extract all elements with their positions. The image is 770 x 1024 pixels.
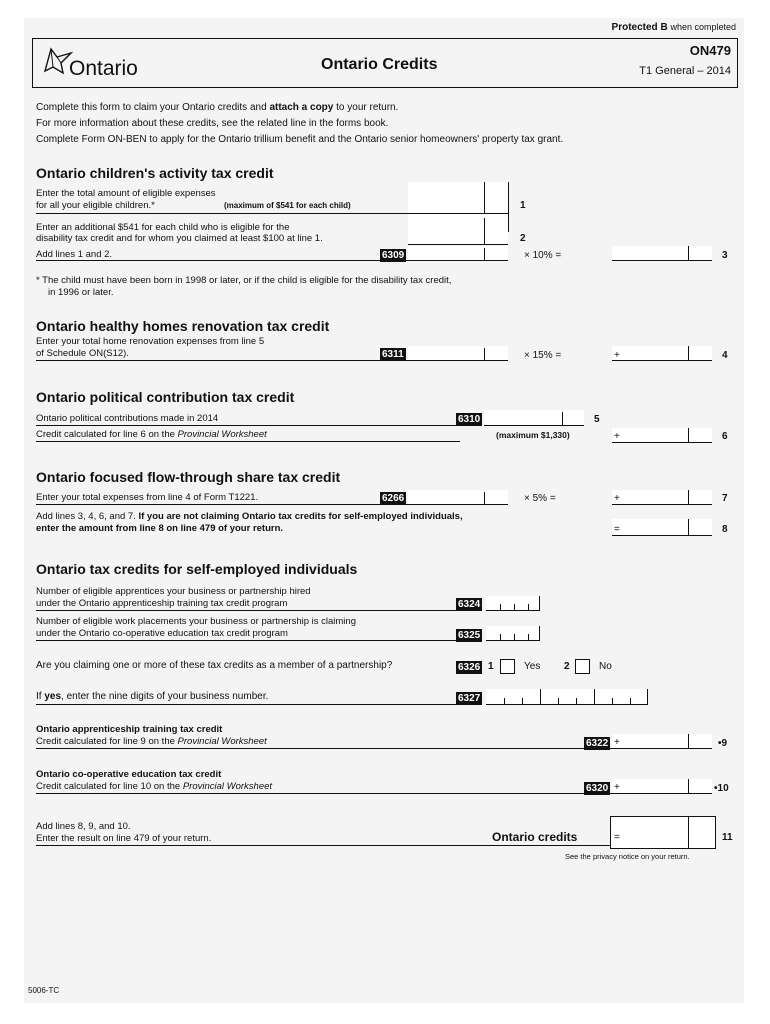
digit-separator [528,604,529,610]
field-border [539,626,540,640]
digit-separator [630,698,631,704]
divider [36,793,612,794]
cents-divider [484,492,485,504]
form-code: ON479 [689,43,731,58]
partnership-question: Are you claiming one or more of these tax credits as a member of a partnership? [36,660,393,671]
children-line1-input[interactable] [408,182,508,214]
apprentices-count-input[interactable] [486,596,540,611]
digit-separator [514,634,515,640]
line9-text: Credit calculated for line 9 on the Provincial Worksheet [36,736,267,747]
section-flow-heading: Ontario focused flow-through share tax credit [36,469,341,485]
line-number-11: 11 [722,832,733,843]
apprenticeship-heading: Ontario apprenticeship training tax credit [36,724,223,735]
line-number-3: 3 [722,250,728,261]
total-text-b: Enter the result on line 479 of your return. [36,833,212,844]
children-max-note: (maximum of $541 for each child) [224,201,351,210]
no-checkbox[interactable] [575,659,590,674]
protected-notice: Protected B when completed [611,22,736,33]
digit-separator [528,634,529,640]
digit-separator [576,698,577,704]
line-code-6311: 6311 [382,349,404,360]
line-code-6324: 6324 [458,599,481,610]
cents-divider [688,779,689,793]
children-line2-text-b: disability tax credit and for whom you claimed at least $100 at line 1. [36,233,323,244]
line-number-8: 8 [722,524,728,535]
form-footer-code: 5006-TC [28,986,60,995]
line6-result-input[interactable] [612,428,712,443]
apprentices-text-a: Number of eligible apprentices your business or partnership hired [36,586,311,597]
children-line3-input[interactable] [408,246,508,261]
total-text-a: Add lines 8, 9, and 10. [36,821,131,832]
flow-input[interactable] [408,490,508,505]
cents-divider [562,412,563,425]
privacy-notice: See the privacy notice on your return. [565,852,690,861]
cents-divider [484,248,485,260]
plus-sign: + [614,431,620,442]
field-border [539,596,540,610]
plus-sign: + [614,737,620,748]
line-code-6320: 6320 [586,783,609,794]
line-code-6310: 6310 [458,414,481,425]
intro-line-1: Complete this form to claim your Ontario credits and attach a copy to your return. [36,102,399,113]
digit-separator [522,698,523,704]
line-code-6322: 6322 [586,738,609,749]
cents-divider [688,428,689,442]
digit-separator [504,698,505,704]
line-number-6: 6 [722,431,728,442]
children-footnote-1: * The child must have been born in 1998 or later, or if the child is eligible for the disability tax credit, [36,275,452,286]
flow-line8-text-a: Add lines 3, 4, 6, and 7. If you are not claiming Ontario tax credits for self-employed individuals, [36,511,463,522]
apprentices-text-b: under the Ontario apprenticeship training tax credit program [36,598,288,609]
form-title: Ontario Credits [321,56,438,73]
header-box [32,38,738,88]
line-code-6266: 6266 [382,493,405,504]
line7-result-input[interactable] [612,490,712,505]
cents-divider [484,182,485,213]
section-children-heading: Ontario children's activity tax credit [36,165,274,181]
line10-text: Credit calculated for line 10 on the Provincial Worksheet [36,781,273,792]
healthy-input[interactable] [408,346,508,361]
line-number-2: 2 [520,233,526,244]
line-number-7: 7 [722,493,728,504]
line8-result-input[interactable] [612,519,712,536]
intro-line-3: Complete Form ON-BEN to apply for the Ontario trillium benefit and the Ontario senior homeowners' property tax grant. [36,134,564,145]
line-number-9: •9 [718,738,728,749]
option-2-number: 2 [564,661,570,672]
political-line5-input[interactable] [484,410,584,426]
children-line1-text-a: Enter the total amount of eligible expenses [36,188,216,199]
cents-divider [688,817,689,848]
digit-separator [500,604,501,610]
equals-sign: = [614,832,620,843]
healthy-text-b: of Schedule ON(S12). [36,348,129,359]
line-number-5: 5 [594,414,600,425]
line-number-1: 1 [520,200,526,211]
line9-result-input[interactable] [612,734,712,749]
children-line1-text-b: for all your eligible children.* [36,200,155,211]
equals-sign: = [614,524,620,535]
coop-heading: Ontario co-operative education tax credit [36,769,222,780]
digit-separator [500,634,501,640]
divider [36,425,460,426]
plus-sign: + [614,350,620,361]
divider [36,640,456,641]
field-border [508,182,509,232]
brand-wordmark: Ontario [69,57,138,80]
no-label: No [599,661,612,672]
form-subtitle: T1 General – 2014 [639,65,731,77]
line11-result-input[interactable] [610,816,716,849]
political-line5-text: Ontario political contributions made in 2014 [36,413,219,424]
line-number-4: 4 [722,350,728,361]
divider [36,360,408,361]
healthy-text-a: Enter your total home renovation expenses from line 5 [36,336,265,347]
cents-divider [688,246,689,260]
line-code-6309: 6309 [382,250,405,261]
placements-text-b: under the Ontario co-operative education tax credit program [36,628,288,639]
divider [36,504,408,505]
line4-result-input[interactable] [612,346,712,361]
rate-5-percent: × 5% = [524,493,556,504]
cents-divider [688,519,689,535]
cents-divider [688,346,689,360]
digit-separator [514,604,515,610]
digit-group-separator [540,689,541,704]
line-code-6326: 6326 [458,662,481,673]
line-code-6327: 6327 [458,693,481,704]
cents-divider [484,348,485,360]
digit-group-separator [594,689,595,704]
business-number-input[interactable] [486,689,648,705]
divider [36,845,612,846]
line-code-6325: 6325 [458,630,481,641]
children-line2-input[interactable] [408,214,508,245]
divider [36,260,408,261]
digit-separator [558,698,559,704]
ontario-credits-label: Ontario credits [492,830,578,844]
rate-15-percent: × 15% = [524,350,562,361]
placements-count-input[interactable] [486,626,540,641]
children-footnote-2: in 1996 or later. [48,287,114,298]
yes-label: Yes [524,661,541,672]
cents-divider [688,734,689,748]
digit-separator [612,698,613,704]
line3-result-input[interactable] [612,246,712,261]
intro-line-2: For more information about these credits, see the related line in the forms book. [36,118,389,129]
business-number-text: If yes, enter the nine digits of your business number. [36,691,269,702]
divider [36,610,456,611]
political-max-note: (maximum $1,330) [496,430,570,440]
option-1-number: 1 [488,661,494,672]
section-self-heading: Ontario tax credits for self-employed individuals [36,561,358,577]
plus-sign: + [614,493,620,504]
rate-10-percent: × 10% = [524,250,562,261]
section-political-heading: Ontario political contribution tax credit [36,389,295,405]
divider [36,704,456,705]
flow-line8-text-b: enter the amount from line 8 on line 479 of your return. [36,523,284,534]
placements-text-a: Number of eligible work placements your business or partnership is claiming [36,616,356,627]
divider [36,441,460,442]
children-line2-text-a: Enter an additional $541 for each child who is eligible for the [36,222,290,233]
children-line3-text: Add lines 1 and 2. [36,249,113,260]
cents-divider [688,490,689,504]
flow-line7-text: Enter your total expenses from line 4 of Form T1221. [36,492,259,503]
field-border [647,689,648,704]
section-healthy-heading: Ontario healthy homes renovation tax credit [36,318,330,334]
plus-sign: + [614,782,620,793]
line-number-10: •10 [714,783,729,794]
divider [36,748,612,749]
political-line6-text: Credit calculated for line 6 on the Provincial Worksheet [36,429,267,440]
divider [36,213,408,214]
yes-checkbox[interactable] [500,659,515,674]
line10-result-input[interactable] [612,779,712,794]
form-page [24,18,744,1003]
cents-divider [484,218,485,244]
